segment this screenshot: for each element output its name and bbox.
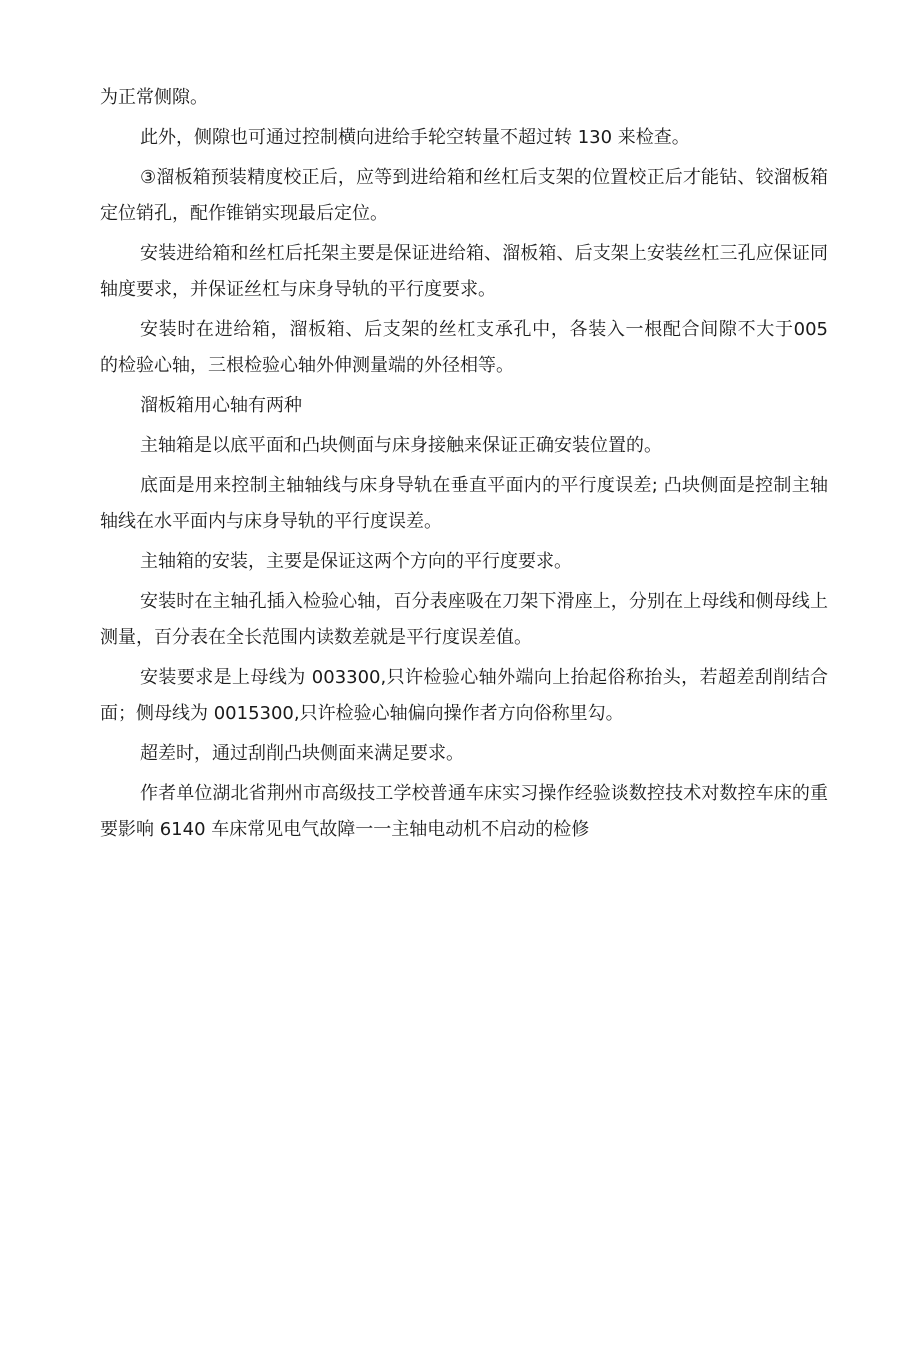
paragraph-9: 主轴箱的安装，主要是保证这两个方向的平行度要求。	[140, 551, 572, 572]
paragraph-8: 底面是用来控制主轴轴线与床身导轨在垂直平面内的平行度误差; 凸块侧面是控制主轴轴线在水平面内与床身导轨的平行度误差。	[100, 475, 828, 532]
paragraph-1: 为正常侧隙。	[100, 87, 208, 108]
paragraph-5: 安装时在进给箱，溜板箱、后支架的丝杠支承孔中，各装入一根配合间隙不大于005 的检验心轴，三根检验心轴外伸测量端的外径相等。	[100, 319, 828, 376]
paragraph-2: 此外，侧隙也可通过控制横向进给手轮空转量不超过转 130 来检查。	[140, 127, 690, 148]
paragraph-10: 安装时在主轴孔插入检验心轴，百分表座吸在刀架下滑座上，分别在上母线和侧母线上测量，百分表在全长范围内读数差就是平行度误差值。	[100, 591, 828, 648]
paragraph-6: 溜板箱用心轴有两种	[140, 395, 302, 416]
paragraph-12: 超差时，通过刮削凸块侧面来满足要求。	[140, 743, 464, 764]
paragraph-3: ③溜板箱预装精度校正后，应等到进给箱和丝杠后支架的位置校正后才能钻、铰溜板箱定位销孔，配作锥销实现最后定位。	[100, 167, 828, 224]
paragraph-7: 主轴箱是以底平面和凸块侧面与床身接触来保证正确安装位置的。	[140, 435, 662, 456]
paragraph-4: 安装进给箱和丝杠后托架主要是保证进给箱、溜板箱、后支架上安装丝杠三孔应保证同轴度要求，并保证丝杠与床身导轨的平行度要求。	[100, 243, 828, 300]
document-body	[100, 80, 828, 852]
paragraph-13: 作者单位湖北省荆州市高级技工学校普通车床实习操作经验谈数控技术对数控车床的重要影响 6140 车床常见电气故障一一主轴电动机不启动的检修	[100, 783, 828, 840]
paragraph-11: 安装要求是上母线为 003300,只许检验心轴外端向上抬起俗称抬头，若超差刮削结合面；侧母线为 0015300,只许检验心轴偏向操作者方向俗称里勾。	[100, 667, 828, 724]
